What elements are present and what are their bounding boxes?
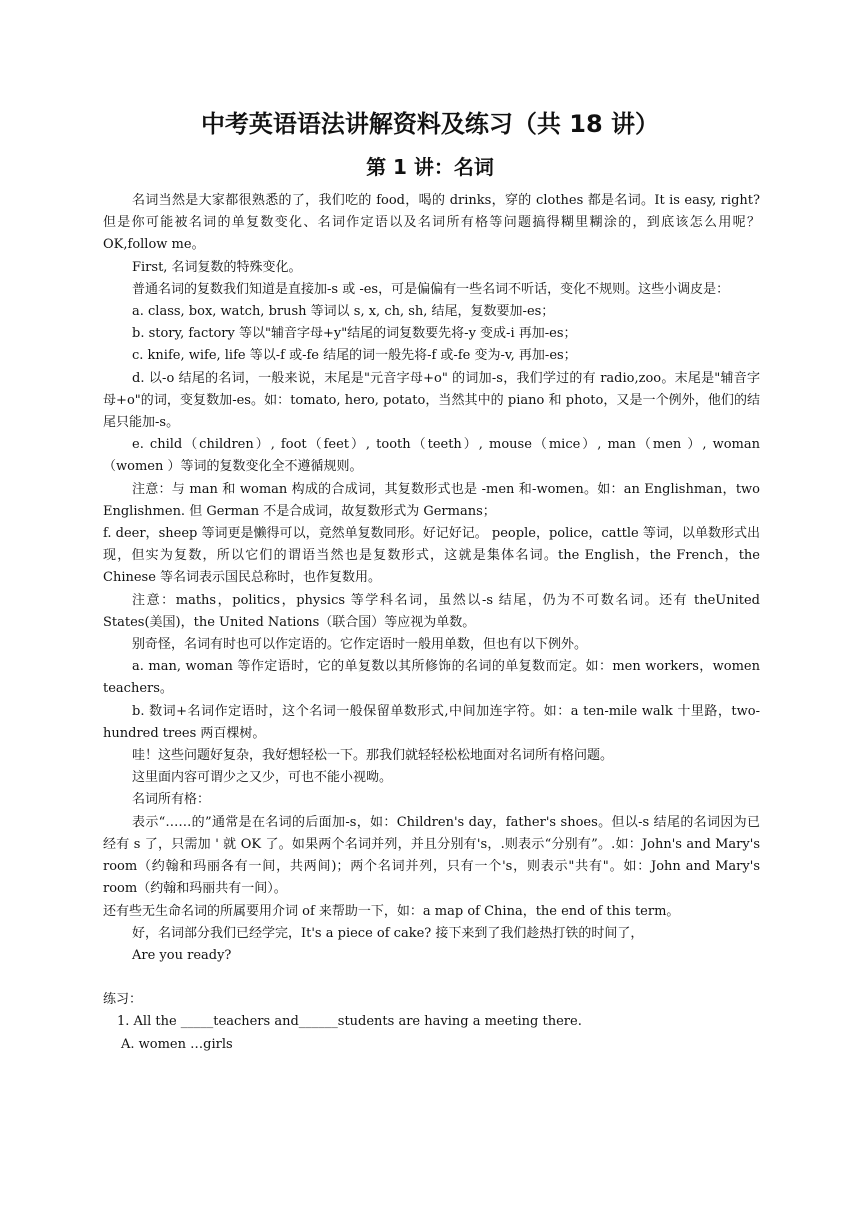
rule-f: f. deer，sheep 等词更是懒得可以，竟然单复数同形。好记好记。 people，police，cattle 等词，以单数形式出现，但实为复数，所以它们的谓语当然也是复数形式，这就是集体名词。the English，the French，the Chinese 等名词表示国民总称时，也作复数用。 xyxy=(103,526,760,586)
note-compound: 注意：与 man 和 woman 构成的合成词，其复数形式也是 -men 和-women。如：an Englishman，two Englishmen. 但 German 不是合成词，故复数形式为 Germans； xyxy=(103,481,760,519)
rule-b: b. story, factory 等以"辅音字母+y"结尾的词复数要先将-y 变成-i 再加-es； xyxy=(132,326,577,342)
paragraph-finished: 好，名词部分我们已经学完，It's a piece of cake? 接下来到了我们趁热打铁的时间了， xyxy=(132,925,644,941)
document-title: 中考英语语法讲解资料及练习（共 18 讲） xyxy=(200,110,660,138)
paragraph-ready: Are you ready? xyxy=(132,947,232,963)
heading-possessive: 名词所有格： xyxy=(132,792,211,808)
note-subjects: 注意：maths，politics，physics 等学科名词，虽然以-s 结尾，仍为不可数名词。还有 theUnited States(美国)，the United Nations（联合国）等应视为单数。 xyxy=(103,592,760,630)
rule-e: e. child（children）, foot（feet）, tooth（teeth）, mouse（mice）, man（men ）, woman（women ）等词的复数变化全不遵循规则。 xyxy=(103,437,760,475)
paragraph-little: 这里面内容可谓少之又少，可也不能小视呦。 xyxy=(132,770,393,786)
rule-c: c. knife, wife, life 等以-f 或-fe 结尾的词一般先将-f 或-fe 变为-v, 再加-es； xyxy=(132,348,577,364)
attributive-a: a. man, woman 等作定语时，它的单复数以其所修饰的名词的单复数而定。如：men workers，women teachers。 xyxy=(103,659,760,697)
attributive-b: b. 数词+名词作定语时，这个名词一般保留单数形式,中间加连字符。如：a ten-mile walk 十里路，two-hundred trees 两百棵树。 xyxy=(103,703,760,741)
paragraph-of-phrase: 还有些无生命名词的所属要用介词 of 来帮助一下，如：a map of China，the end of this term。 xyxy=(103,903,680,919)
rule-a: a. class, box, watch, brush 等词以 s, x, ch, sh, 结尾，复数要加-es； xyxy=(132,304,555,320)
paragraph-plural-intro: 普通名词的复数我们知道是直接加-s 或 -es，可是偏偏有一些名词不听话，变化不规则。这些小调皮是： xyxy=(132,281,730,297)
exercise-question-1: 1. All the _____teachers and______students are having a meeting there. xyxy=(117,1014,582,1030)
exercise-option-a: A. women …girls xyxy=(121,1036,233,1052)
rule-d: d. 以-o 结尾的名词，一般来说，末尾是"元音字母+o" 的词加-s，我们学过的有 radio,zoo。末尾是"辅音字母+o"的词，变复数加-es。如：tomato, hero, potato，当然其中的 piano 和 photo，又是一个例外，他们的结尾只能加-s。 xyxy=(103,370,760,431)
paragraph-first: First, 名词复数的特殊变化。 xyxy=(132,259,302,275)
lesson-body xyxy=(103,190,760,1056)
spacer xyxy=(103,967,760,989)
paragraph-relax: 哇！这些问题好复杂，我好想轻松一下。那我们就轻轻松松地面对名词所有格问题。 xyxy=(132,748,614,764)
exercise-heading: 练习： xyxy=(103,992,143,1008)
paragraph-possessive: 表示“……的”通常是在名词的后面加-s，如：Children's day，father's shoes。但以-s 结尾的名词因为已经有 s 了，只需加 ' 就 OK 了。如果两个名词并列，并且分别有's，.则表示“分别有”。.如：John's and Mary's room（约翰和玛丽各有一间，共两间)；两个名词并列，只有一个's，则表示"共有"。如：John and Mary's room（约翰和玛丽共有一间）。 xyxy=(103,814,760,897)
paragraph-attributive: 别奇怪，名词有时也可以作定语的。它作定语时一般用单数，但也有以下例外。 xyxy=(132,637,588,653)
lesson-title: 第 1 讲：名词 xyxy=(366,155,494,179)
paragraph-intro: 名词当然是大家都很熟悉的了，我们吃的 food，喝的 drinks，穿的 clothes 都是名词。It is easy, right? 但是你可能被名词的单复数变化、名词作定语以及名词所有格等问题搞得糊里糊涂的，到底该怎么用呢？OK,follow me。 xyxy=(103,193,760,253)
